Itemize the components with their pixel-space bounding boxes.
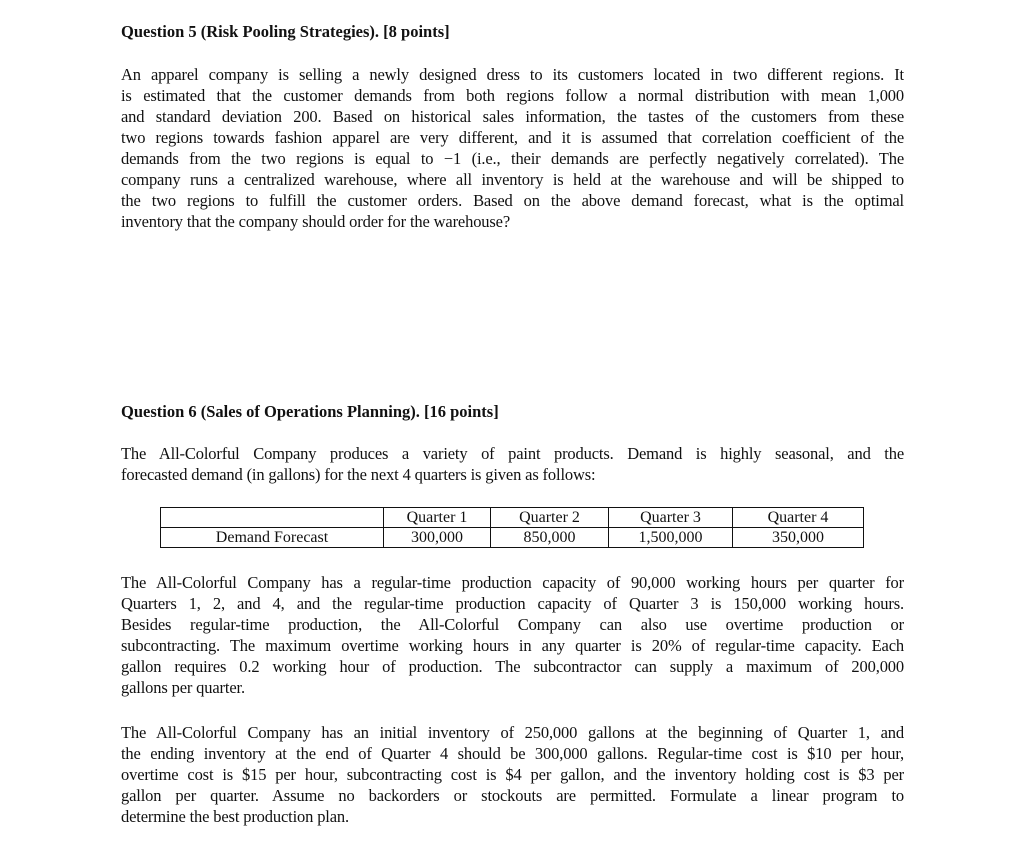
table-header-cell: Quarter 4: [733, 508, 864, 528]
text-line: subcontracting. The maximum overtime working hours in any quarter is 20% of regular-time capacity. Each: [121, 636, 904, 655]
text-line: inventory that the company should order for the warehouse?: [121, 212, 511, 231]
text-line: the ending inventory at the end of Quarter 4 should be 300,000 gallons. Regular-time cost is $10 per hour,: [121, 744, 904, 763]
text-line: is estimated that the customer demands from both regions follow a normal distribution with mean 1,000: [121, 86, 904, 105]
table-cell: 850,000: [491, 528, 609, 548]
table-cell: Demand Forecast: [161, 528, 384, 548]
table-cell: 1,500,000: [609, 528, 733, 548]
question-6-cost-paragraph: [121, 722, 904, 827]
table-header-row: [161, 508, 864, 528]
table-header-cell: Quarter 2: [491, 508, 609, 528]
text-line: gallons per quarter.: [121, 678, 245, 697]
question-5-title: Question 5 (Risk Pooling Strategies). [8 points]: [121, 22, 450, 41]
table-header-cell: Quarter 3: [609, 508, 733, 528]
table-row: [161, 528, 864, 548]
question-6-intro: [121, 443, 904, 485]
question-6-title: Question 6 (Sales of Operations Planning). [16 points]: [121, 402, 499, 421]
text-line: overtime cost is $15 per hour, subcontracting cost is $4 per gallon, and the inventory holding cost is $3 per: [121, 765, 904, 784]
table-cell: 350,000: [733, 528, 864, 548]
text-line: The All-Colorful Company has an initial inventory of 250,000 gallons at the beginning of Quarter 1, and: [121, 723, 904, 742]
text-line: An apparel company is selling a newly designed dress to its customers located in two different regions. It: [121, 65, 904, 84]
table-header-cell: Quarter 1: [384, 508, 491, 528]
table-header-cell: [161, 508, 384, 528]
text-line: Quarters 1, 2, and 4, and the regular-time production capacity of Quarter 3 is 150,000 working hours.: [121, 594, 904, 613]
text-line: The All-Colorful Company produces a variety of paint products. Demand is highly seasonal, and the: [121, 444, 904, 463]
text-line: company runs a centralized warehouse, where all inventory is held at the warehouse and will be shipped to: [121, 170, 904, 189]
text-line: The All-Colorful Company has a regular-time production capacity of 90,000 working hours per quarter for: [121, 573, 904, 592]
text-line: demands from the two regions is equal to −1 (i.e., their demands are perfectly negatively correlated). The: [121, 149, 904, 168]
table-cell: 300,000: [384, 528, 491, 548]
text-line: determine the best production plan.: [121, 807, 349, 826]
text-line: gallon requires 0.2 working hour of production. The subcontractor can supply a maximum of 200,000: [121, 657, 904, 676]
text-line: the two regions to fulfill the customer orders. Based on the above demand forecast, what is the optimal: [121, 191, 904, 210]
text-line: and standard deviation 200. Based on historical sales information, the tastes of the customers from these: [121, 107, 904, 126]
text-line: Besides regular-time production, the All-Colorful Company can also use overtime production or: [121, 615, 904, 634]
demand-forecast-table: [160, 507, 864, 548]
text-line: two regions towards fashion apparel are very different, and it is assumed that correlation coefficient of the: [121, 128, 904, 147]
text-line: gallon per quarter. Assume no backorders or stockouts are permitted. Formulate a linear program to: [121, 786, 904, 805]
question-5-paragraph: [121, 64, 904, 232]
question-6-capacity-paragraph: [121, 572, 904, 698]
text-line: forecasted demand (in gallons) for the next 4 quarters is given as follows:: [121, 465, 596, 484]
